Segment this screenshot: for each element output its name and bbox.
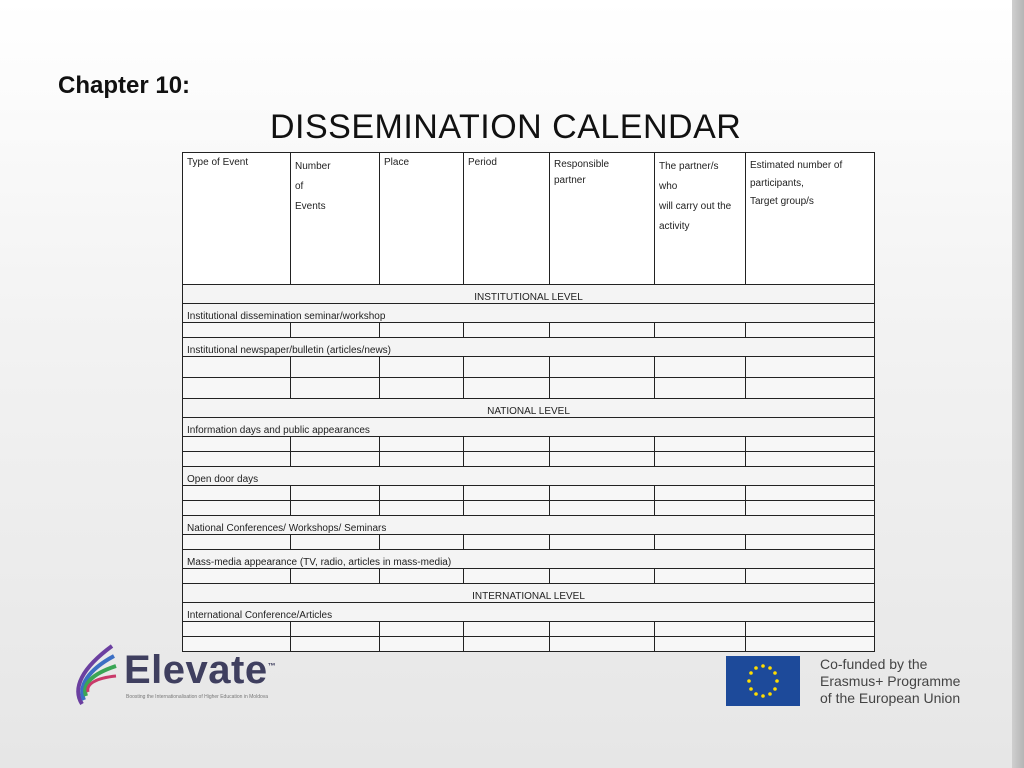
header-period: Period (464, 153, 550, 285)
section-institutional-level: INSTITUTIONAL LEVEL (183, 285, 875, 304)
header-number-of-events: Number of Events (291, 153, 380, 285)
elevate-swirl-icon (72, 638, 122, 710)
table-row (183, 622, 875, 637)
table-row (183, 452, 875, 467)
table-row (183, 357, 875, 378)
table-row (183, 437, 875, 452)
table-row (183, 378, 875, 399)
table-row (183, 535, 875, 550)
header-row (183, 153, 875, 285)
category-seminar-workshop: Institutional dissemination seminar/workshop (183, 304, 875, 323)
category-mass-media: Mass-media appearance (TV, radio, articles in mass-media) (183, 550, 875, 569)
chapter-label: Chapter 10: (58, 72, 191, 99)
elevate-logo (72, 638, 277, 710)
header-responsible-partner: Responsible partner (550, 153, 655, 285)
header-estimated-participants: Estimated number of participants, Target group/s (746, 153, 875, 285)
header-partners-who-carry-out: The partner/s who will carry out the activity (655, 153, 746, 285)
table-row (183, 486, 875, 501)
slide-edge-bar (1012, 0, 1024, 768)
header-place: Place (380, 153, 464, 285)
page-title: DISSEMINATION CALENDAR (270, 108, 742, 146)
eu-cofunding-text: Co-funded by the Erasmus+ Programme of the European Union (820, 656, 961, 706)
table-row (183, 637, 875, 652)
eu-flag-icon (726, 656, 800, 706)
dissemination-calendar-table (182, 152, 875, 652)
category-newspaper-bulletin: Institutional newspaper/bulletin (articles/news) (183, 338, 875, 357)
elevate-wordmark: Elevate™ (124, 648, 277, 692)
elevate-tagline: Boosting the Internationalisation of Higher Education in Moldova (126, 694, 269, 700)
header-type-of-event: Type of Event (183, 153, 291, 285)
category-information-days: Information days and public appearances (183, 418, 875, 437)
category-open-door-days: Open door days (183, 467, 875, 486)
category-international-conference: International Conference/Articles (183, 603, 875, 622)
section-national-level: NATIONAL LEVEL (183, 399, 875, 418)
table-row (183, 323, 875, 338)
category-national-conferences: National Conferences/ Workshops/ Seminars (183, 516, 875, 535)
section-international-level: INTERNATIONAL LEVEL (183, 584, 875, 603)
table-row (183, 569, 875, 584)
table-row (183, 501, 875, 516)
